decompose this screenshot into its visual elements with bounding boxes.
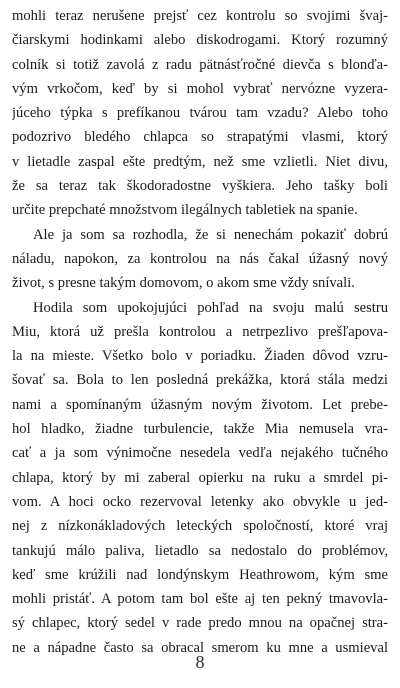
text-line: šovať sa. Bola to len posledná prekážka, ktorá stála medzi	[12, 372, 388, 389]
text-line: Miu, ktorá už prešla kontrolou a netrpezlivo prešľapova-	[12, 323, 388, 340]
text-line: hol hladko, žiadne turbulencie, takže Mia nemusela vra-	[12, 421, 388, 438]
text-line: Hodila som upokojujúci pohľad na svoju malú sestru	[33, 299, 388, 316]
page-number: 8	[195, 652, 205, 672]
text-line: podozrivo bledého chlapca so strapatými vlasmi, ktorý	[12, 129, 388, 146]
text-line: júceho týpka s prefíkanou tvárou tam vzadu? Alebo toho	[12, 105, 388, 122]
text-line: určite prepchaté množstvom ilegálnych tabletiek na spanie.	[12, 202, 358, 219]
text-line: čiarskymi hodinkami alebo diskodrogami. Ktorý rozumný	[12, 32, 388, 49]
text-line: nami a spomínaným úžasným novým životom. Let prebe-	[12, 396, 388, 413]
text-line: mohli pristáť. A potom tam bol ešte aj ten pekný tmavovla-	[12, 591, 388, 608]
text-line: vým vrkočom, keď by si mohol vybrať nervózne vyzera-	[12, 80, 388, 97]
text-line: Ale ja som sa rozhodla, že si nenechám pokaziť dobrú	[33, 226, 388, 243]
text-line: cať a ja som výnimočne nesedela vedľa nejakého tučného	[12, 445, 388, 462]
text-line: nej z nízkonákladových leteckých spoločností, ktoré vraj	[12, 518, 388, 535]
text-line: keď sme krúžili nad londýnskym Heathrowom, kým sme	[12, 566, 388, 583]
text-line: náladu, napokon, za kontrolou na nás čakal úžasný nový	[12, 250, 388, 267]
text-line: život, s presne takým domovom, o akom sme vždy snívali.	[12, 275, 355, 292]
text-line: colník si totiž zavolá z radu pätnásťročné dievča s blonďa-	[12, 56, 388, 73]
text-line: chlapa, ktorý by mi zaberal opierku na ruku a smrdel pi-	[12, 469, 388, 486]
text-line: ne a nápadne často sa obracal smerom ku mne a usmieval	[12, 639, 388, 656]
text-line: vom. A hoci ocko rezervoval letenky ako obvykle u jed-	[12, 493, 388, 510]
text-line: sý chlapec, ktorý sedel v rade predo mnou na opačnej stra-	[12, 615, 388, 632]
text-line: v lietadle zaspal ešte predtým, než sme vzlietli. Niet divu,	[12, 153, 388, 170]
text-line: la na mieste. Všetko bolo v poriadku. Žiaden dôvod vzru-	[12, 348, 388, 365]
text-line: tankujú málo paliva, lietadlo sa nedostalo do problémov,	[12, 542, 388, 559]
text-line: mohli teraz nerušene prejsť cez kontrolu so svojimi švaj-	[12, 8, 388, 24]
body-text	[12, 4, 388, 660]
text-line: že sa teraz tak škodoradostne vyškiera. Jeho tašky boli	[12, 178, 388, 195]
